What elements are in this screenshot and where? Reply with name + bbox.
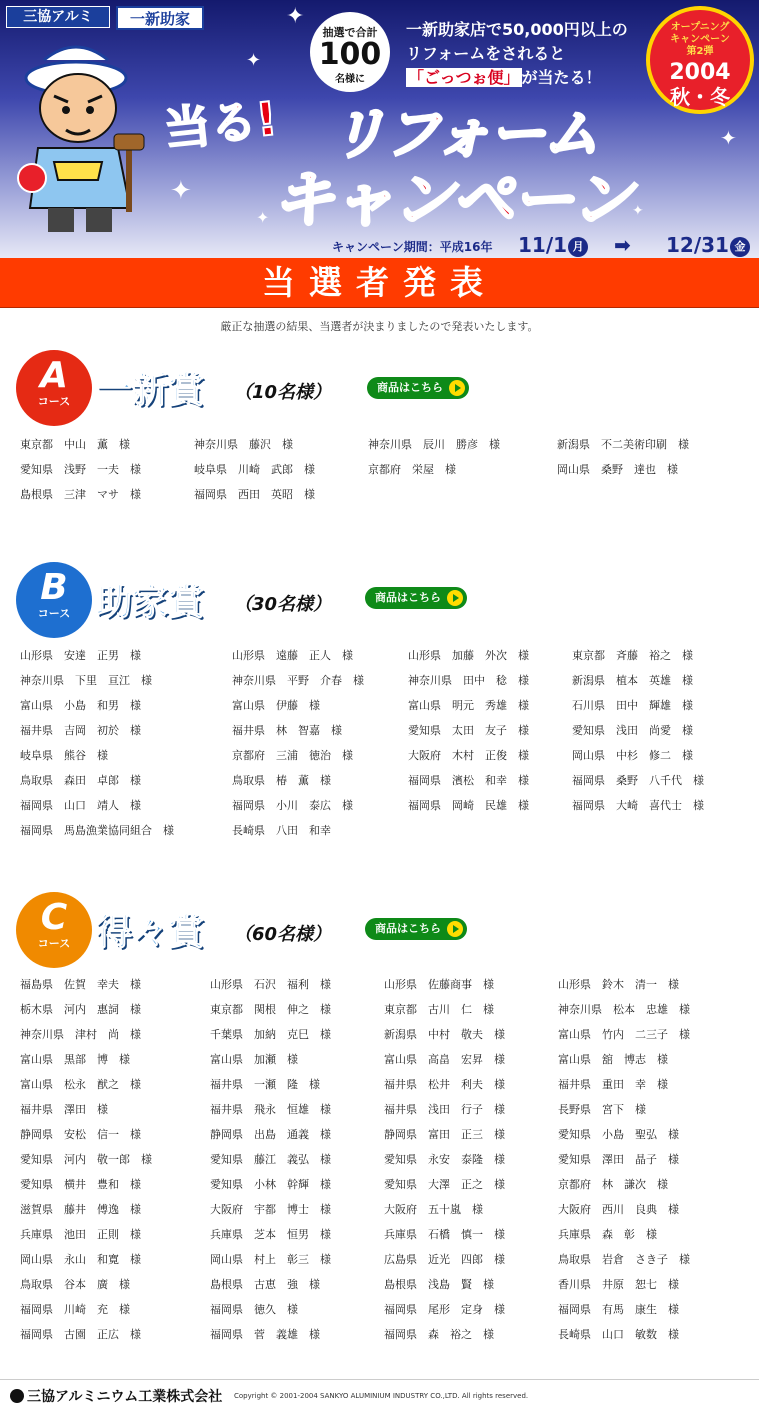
winner-entry: 栃木県 河内 惠詞 様 <box>20 1003 141 1016</box>
winner-entry: 千葉県 加納 克巳 様 <box>210 1028 331 1041</box>
winner-entry: 新潟県 不二美術印刷 様 <box>557 438 689 451</box>
winner-entry: 福井県 一瀬 隆 様 <box>210 1078 320 1091</box>
winner-entry: 神奈川県 松本 忠雄 様 <box>558 1003 690 1016</box>
winner-entry: 岡山県 永山 和寛 様 <box>20 1253 141 1266</box>
winner-entry: 滋賀県 藤井 傅逸 様 <box>20 1203 141 1216</box>
winner-entry: 愛知県 横井 豊和 様 <box>20 1178 141 1191</box>
course-b-badge: B コース <box>16 562 92 638</box>
winner-entry: 愛知県 永安 泰隆 様 <box>384 1153 505 1166</box>
lottery-badge: 抽選で合計 100 名様に <box>310 12 390 92</box>
sankyo-alumi-logo: 三協アルミ <box>6 6 110 28</box>
sparkle-icon: ✦ <box>170 176 192 206</box>
winner-entry: 富山県 竹内 二三子 様 <box>558 1028 690 1041</box>
winner-entry: 長崎県 八田 和幸 <box>232 824 331 837</box>
sparkle-icon: ✦ <box>286 4 305 29</box>
winner-entry: 新潟県 植本 英雄 様 <box>572 674 693 687</box>
winner-entry: 富山県 小島 和男 様 <box>20 699 141 712</box>
winner-entry: 岡山県 桑野 達也 様 <box>557 463 678 476</box>
course-c-title: 得々賞 <box>96 912 205 953</box>
winner-entry: 山形県 石沢 福利 様 <box>210 978 331 991</box>
winner-entry: 兵庫県 森 彰 様 <box>558 1228 657 1241</box>
winner-entry: 静岡県 富田 正三 様 <box>384 1128 505 1141</box>
winner-entry: 神奈川県 田中 稔 様 <box>408 674 529 687</box>
winner-entry: 兵庫県 芝本 恒男 様 <box>210 1228 331 1241</box>
winner-entry: 富山県 高畠 宏昇 様 <box>384 1053 505 1066</box>
winner-entry: 岡山県 中杉 修二 様 <box>572 749 693 762</box>
mascot-illustration <box>14 38 162 238</box>
winner-entry: 福井県 飛永 恒雄 様 <box>210 1103 331 1116</box>
winner-entry: 福岡県 川崎 充 様 <box>20 1303 130 1316</box>
winner-entry: 神奈川県 津村 尚 様 <box>20 1028 141 1041</box>
campaign-period: キャンペーン期間：平成16年 11/1 月 ➡ 12/31 金 <box>332 232 759 258</box>
winner-entry: 島根県 三津 マサ 様 <box>20 488 141 501</box>
winner-entry: 愛知県 河内 敬一郎 様 <box>20 1153 152 1166</box>
course-b-count: （30名様） <box>234 594 332 615</box>
winner-entry: 福岡県 尾形 定身 様 <box>384 1303 505 1316</box>
winner-entry: 東京都 斉藤 裕之 様 <box>572 649 693 662</box>
company-mark-icon <box>10 1389 24 1403</box>
winner-entry: 福岡県 有馬 康生 様 <box>558 1303 679 1316</box>
ataru-heading: 当る! <box>161 91 280 157</box>
winner-entry: 山形県 鈴木 清一 様 <box>558 978 679 991</box>
winner-entry: 岡山県 村上 彰三 様 <box>210 1253 331 1266</box>
course-c-count: （60名様） <box>234 924 332 945</box>
winner-entry: 山形県 遠藤 正人 様 <box>232 649 353 662</box>
sparkle-icon: ✦ <box>632 203 644 219</box>
product-link-button[interactable]: 商品はこちら <box>367 377 469 399</box>
product-link-button[interactable]: 商品はこちら <box>365 918 467 940</box>
winner-entry: 福岡県 岡崎 民雄 様 <box>408 799 529 812</box>
winner-entry: 香川県 井原 恕七 様 <box>558 1278 679 1291</box>
campaign-title-campaign: キャンペーン <box>272 163 631 236</box>
winner-entry: 福岡県 濱松 和幸 様 <box>408 774 529 787</box>
course-a-badge: A コース <box>16 350 92 426</box>
winner-entry: 愛知県 小島 聖弘 様 <box>558 1128 679 1141</box>
winner-entry: 富山県 松永 猷之 様 <box>20 1078 141 1091</box>
copyright-text: Copyright © 2001-2004 SANKYO ALUMINIUM INDUSTRY CO.,LTD. All rights reserved. <box>234 1392 529 1400</box>
winner-entry: 鳥取県 椿 薫 様 <box>232 774 331 787</box>
winner-entry: 福岡県 桑野 八千代 様 <box>572 774 704 787</box>
winner-entry: 兵庫県 石橋 慎一 様 <box>384 1228 505 1241</box>
winner-entry: 富山県 加瀬 様 <box>210 1053 298 1066</box>
winner-entry: 静岡県 出島 通義 様 <box>210 1128 331 1141</box>
isshin-sukeya-logo: 一新助家 <box>116 6 204 30</box>
winner-entry: 東京都 古川 仁 様 <box>384 1003 494 1016</box>
winner-entry: 大阪府 木村 正俊 様 <box>408 749 529 762</box>
winner-entry: 広島県 近光 四郎 様 <box>384 1253 505 1266</box>
winner-entry: 福岡県 菅 義雄 様 <box>210 1328 320 1341</box>
winner-entry: 富山県 伊藤 様 <box>232 699 320 712</box>
winner-entry: 福岡県 馬島漁業協同組合 様 <box>20 824 174 837</box>
winner-entry: 愛知県 藤江 義弘 様 <box>210 1153 331 1166</box>
sparkle-icon: ✦ <box>246 50 262 71</box>
winner-entry: 福岡県 徳久 様 <box>210 1303 298 1316</box>
winner-entry: 福井県 重田 幸 様 <box>558 1078 668 1091</box>
winner-entry: 島根県 浅島 賢 様 <box>384 1278 494 1291</box>
winner-entry: 山形県 加藤 外次 様 <box>408 649 529 662</box>
winner-entry: 鳥取県 谷本 廣 様 <box>20 1278 130 1291</box>
winner-entry: 福井県 澤田 様 <box>20 1103 108 1116</box>
winner-entry: 新潟県 中村 敬夫 様 <box>384 1028 505 1041</box>
arrow-right-icon: ➡ <box>614 233 631 257</box>
winner-entry: 長崎県 山口 敏数 様 <box>558 1328 679 1341</box>
sparkle-icon: ✦ <box>256 208 270 227</box>
winner-entry: 愛知県 浅田 尚愛 様 <box>572 724 693 737</box>
winner-entry: 神奈川県 下里 亘江 様 <box>20 674 152 687</box>
winner-entry: 京都府 栄屋 様 <box>368 463 456 476</box>
winner-entry: 愛知県 太田 友子 様 <box>408 724 529 737</box>
course-b-title: 助家賞 <box>96 582 205 623</box>
winner-entry: 山形県 佐藤商事 様 <box>384 978 494 991</box>
season-badge: オープニング キャンペーン 第2弾 2004 秋・冬 <box>646 6 754 114</box>
winner-entry: 京都府 林 謙次 様 <box>558 1178 668 1191</box>
winner-entry: 長野県 宮下 様 <box>558 1103 646 1116</box>
course-a-title: 一新賞 <box>96 370 205 411</box>
sparkle-icon: ✦ <box>720 126 737 150</box>
play-arrow-icon <box>447 921 463 937</box>
winner-entry: 福岡県 西田 英昭 様 <box>194 488 315 501</box>
campaign-title-reform: リフォーム <box>330 102 598 167</box>
winner-entry: 愛知県 小林 幹輝 様 <box>210 1178 331 1191</box>
winner-entry: 福島県 佐賀 幸夫 様 <box>20 978 141 991</box>
intro-text: 厳正な抽選の結果、当選者が決まりましたので発表いたします。 <box>220 320 539 333</box>
play-arrow-icon <box>447 590 463 606</box>
winner-entry: 福井県 浅田 行子 様 <box>384 1103 505 1116</box>
winner-entry: 岐阜県 川崎 武郎 様 <box>194 463 315 476</box>
campaign-banner <box>0 0 759 258</box>
promo-text: 一新助家店で50,000円以上の リフォームをされると 「ごっつぉ便」 が当たる！ <box>406 20 628 87</box>
winner-entry: 神奈川県 藤沢 様 <box>194 438 293 451</box>
winner-entry: 島根県 古恵 強 様 <box>210 1278 320 1291</box>
winner-entry: 山形県 安達 正男 様 <box>20 649 141 662</box>
winner-entry: 富山県 舘 博志 様 <box>558 1053 668 1066</box>
winners-announcement-title: 当選者発表 <box>0 258 759 308</box>
winner-entry: 愛知県 澤田 晶子 様 <box>558 1153 679 1166</box>
winner-entry: 兵庫県 池田 正則 様 <box>20 1228 141 1241</box>
winner-entry: 富山県 明元 秀雄 様 <box>408 699 529 712</box>
winner-entry: 富山県 黒部 博 様 <box>20 1053 130 1066</box>
winner-entry: 神奈川県 辰川 勝彦 様 <box>368 438 500 451</box>
winner-entry: 大阪府 宇都 博士 様 <box>210 1203 331 1216</box>
winner-entry: 神奈川県 平野 介春 様 <box>232 674 364 687</box>
winner-entry: 福井県 吉岡 初於 様 <box>20 724 141 737</box>
course-a-count: （10名様） <box>234 382 332 403</box>
course-c-badge: C コース <box>16 892 92 968</box>
winner-entry: 岐阜県 熊谷 様 <box>20 749 108 762</box>
winner-entry: 福岡県 山口 靖人 様 <box>20 799 141 812</box>
winner-entry: 東京都 中山 薫 様 <box>20 438 130 451</box>
play-arrow-icon <box>449 380 465 396</box>
company-logo: 三協アルミニウム工業株式会社 <box>10 1386 222 1406</box>
winner-entry: 京都府 三浦 徳治 様 <box>232 749 353 762</box>
winner-entry: 静岡県 安松 信一 様 <box>20 1128 141 1141</box>
winner-entry: 東京都 関根 伸之 様 <box>210 1003 331 1016</box>
winner-entry: 福岡県 古園 正広 様 <box>20 1328 141 1341</box>
product-link-button[interactable]: 商品はこちら <box>365 587 467 609</box>
winner-entry: 石川県 田中 輝雄 様 <box>572 699 693 712</box>
winner-entry: 愛知県 大澤 正之 様 <box>384 1178 505 1191</box>
winner-entry: 鳥取県 岩倉 さき子 様 <box>558 1253 690 1266</box>
winner-entry: 福井県 林 智嘉 様 <box>232 724 342 737</box>
winner-entry: 福井県 松井 利夫 様 <box>384 1078 505 1091</box>
footer <box>0 1379 759 1408</box>
winner-entry: 大阪府 五十嵐 様 <box>384 1203 483 1216</box>
winner-entry: 福岡県 小川 泰広 様 <box>232 799 353 812</box>
winner-entry: 福岡県 森 裕之 様 <box>384 1328 494 1341</box>
winner-entry: 鳥取県 森田 卓郎 様 <box>20 774 141 787</box>
winner-entry: 愛知県 浅野 一夫 様 <box>20 463 141 476</box>
winner-entry: 福岡県 大崎 喜代士 様 <box>572 799 704 812</box>
winner-entry: 大阪府 西川 良典 様 <box>558 1203 679 1216</box>
